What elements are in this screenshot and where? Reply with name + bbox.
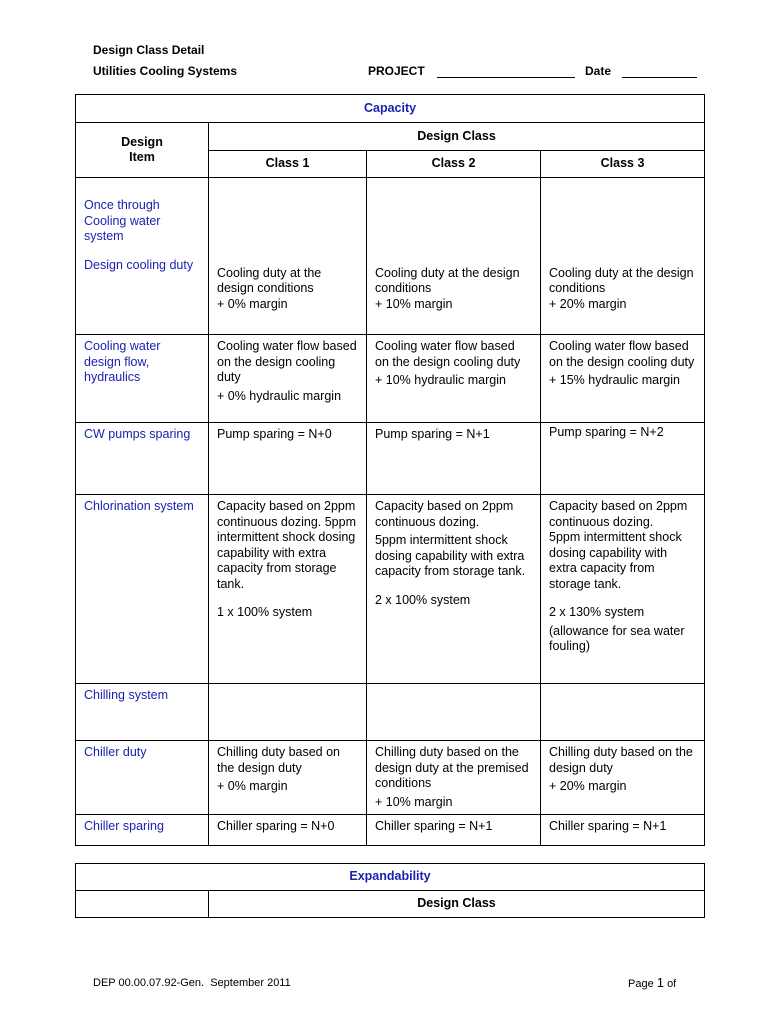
table-row	[76, 423, 705, 495]
design-item-cell	[76, 815, 209, 846]
document-title: Design Class Detail	[93, 43, 205, 57]
page-number: 1	[656, 975, 664, 990]
cell-text: Capacity based on 2ppm continuous dozing.	[549, 499, 688, 529]
capacity-table	[75, 94, 705, 846]
class-3-cell	[541, 423, 705, 495]
cell-text: Pump sparing = N+0	[217, 427, 332, 441]
cell-text: Cooling duty at the design conditions	[375, 265, 520, 295]
class-1-cell	[209, 335, 367, 423]
cell-text: Pump sparing = N+1	[375, 427, 490, 441]
design-class-header: Design Class	[209, 123, 705, 151]
cell-text: + 10% hydraulic margin	[375, 373, 506, 387]
class-1-header: Class 1	[209, 151, 367, 178]
design-item-cell	[76, 178, 209, 335]
class-2-cell	[367, 178, 541, 335]
cell-text: + 10% margin	[375, 794, 453, 809]
project-label: PROJECT	[368, 64, 425, 78]
design-item-cell	[76, 495, 209, 684]
cell-text: + 0% margin	[217, 296, 288, 311]
table-row	[76, 495, 705, 684]
item-label: Chlorination system	[84, 499, 194, 513]
cell-text: (allowance for sea water fouling)	[549, 623, 685, 653]
class-3-cell	[541, 178, 705, 335]
document-subtitle: Utilities Cooling Systems	[93, 64, 238, 78]
class-3-cell	[541, 495, 705, 684]
cell-text: Cooling water flow based on the design cooling duty	[217, 339, 357, 384]
cell-text: Chilling duty based on the design duty at the premised conditions	[375, 745, 529, 790]
cell-text: Cooling duty at the design conditions	[217, 265, 322, 295]
design-item-cell	[76, 741, 209, 815]
page-of-label: of	[667, 978, 677, 990]
class-3-cell	[541, 335, 705, 423]
cell-text: Capacity based on 2ppm continuous dozing. 5ppm intermittent shock dosing capability with extra capacity from storage tank.	[217, 499, 356, 591]
cell-text: Cooling water flow based on the design cooling duty	[375, 339, 521, 369]
class-2-cell	[367, 684, 541, 741]
page-label: Page	[628, 978, 654, 990]
class-1-cell	[209, 741, 367, 815]
design-item-cell	[76, 423, 209, 495]
class-1-cell	[209, 684, 367, 741]
cell-text: Chiller sparing = N+1	[549, 819, 667, 833]
date-label: Date	[585, 64, 612, 78]
cell-text: + 20% margin	[549, 779, 627, 793]
cell-text: + 0% margin	[217, 779, 288, 793]
cell-text: + 20% margin	[549, 296, 627, 311]
design-item-cell	[76, 684, 209, 741]
design-item-header: Design Item	[76, 123, 209, 178]
cell-text: Chiller sparing = N+1	[375, 819, 493, 833]
table-row	[76, 335, 705, 423]
cell-text: Pump sparing = N+2	[549, 425, 664, 439]
class-2-cell	[367, 495, 541, 684]
class-2-header: Class 2	[367, 151, 541, 178]
cell-text: 2 x 130% system	[549, 605, 645, 619]
cell-text: + 15% hydraulic margin	[549, 373, 680, 387]
capacity-title: Capacity	[76, 95, 705, 123]
item-label: Once through Cooling water system	[84, 198, 161, 243]
item-label: CW pumps sparing	[84, 427, 191, 441]
class-2-cell	[367, 815, 541, 846]
cell-text: Chilling duty based on the design duty	[549, 745, 693, 775]
expandability-title: Expandability	[76, 864, 705, 891]
item-label: Design cooling duty	[84, 257, 194, 272]
expandability-table	[75, 863, 705, 918]
class-3-cell	[541, 741, 705, 815]
class-2-cell	[367, 423, 541, 495]
design-item-header	[76, 891, 209, 918]
item-label: Cooling water design flow, hydraulics	[84, 339, 161, 384]
cell-text: 2 x 100% system	[375, 592, 471, 607]
page-indicator	[628, 975, 676, 990]
cell-text: 1 x 100% system	[217, 605, 313, 619]
cell-text: 5ppm intermittent shock dosing capability with extra capacity from storage tank.	[375, 533, 526, 578]
design-item-cell	[76, 335, 209, 423]
cell-text: Cooling water flow based on the design cooling duty	[549, 339, 695, 369]
class-3-cell	[541, 815, 705, 846]
cell-text: + 10% margin	[375, 296, 453, 311]
table-row	[76, 815, 705, 846]
table-row	[76, 178, 705, 335]
table-row	[76, 741, 705, 815]
cell-text: + 0% hydraulic margin	[217, 388, 342, 403]
class-3-header: Class 3	[541, 151, 705, 178]
class-2-cell	[367, 335, 541, 423]
document-reference: DEP 00.00.07.92-Gen. September 2011	[93, 977, 291, 989]
cell-text: 5ppm intermittent shock dosing capability with extra capacity from storage tank.	[549, 530, 682, 591]
date-field-line	[622, 77, 697, 78]
cell-text: Chilling duty based on the design duty	[217, 745, 340, 775]
class-1-cell	[209, 495, 367, 684]
design-class-header: Design Class	[209, 891, 705, 918]
cell-text: Cooling duty at the design conditions	[549, 265, 694, 295]
item-label: Chiller sparing	[84, 819, 164, 833]
project-field-line	[437, 77, 575, 78]
item-label: Chilling system	[84, 688, 169, 702]
class-1-cell	[209, 815, 367, 846]
class-1-cell	[209, 423, 367, 495]
class-3-cell	[541, 684, 705, 741]
item-label: Chiller duty	[84, 745, 147, 759]
class-2-cell	[367, 741, 541, 815]
class-1-cell	[209, 178, 367, 335]
cell-text: Capacity based on 2ppm continuous dozing.	[375, 499, 514, 529]
table-row	[76, 684, 705, 741]
cell-text: Chiller sparing = N+0	[217, 819, 335, 833]
